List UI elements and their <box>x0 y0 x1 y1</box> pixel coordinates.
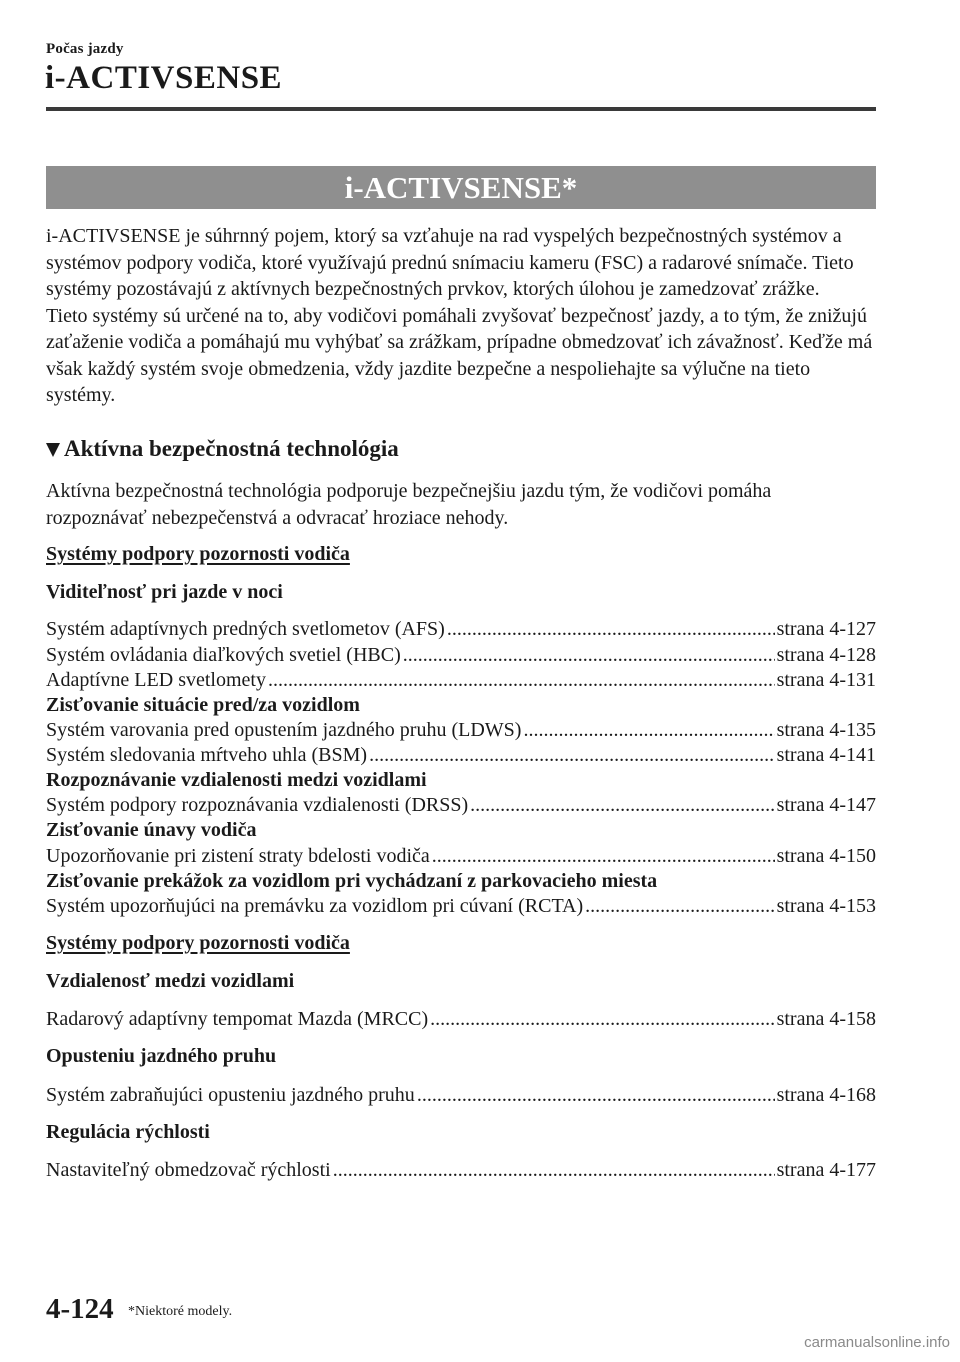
toc-subheading: Zisťovanie prekážok za vozidlom pri vychádzaní z parkovacieho miesta <box>46 870 658 892</box>
toc-entry[interactable] <box>46 616 876 642</box>
toc-entry-page: strana 4-127 <box>776 618 876 640</box>
toc-subheading: Zisťovanie situácie pred/za vozidlom <box>46 694 360 716</box>
toc-entry[interactable] <box>46 717 876 743</box>
page-number: 4-124 <box>46 1293 114 1325</box>
toc-entry-label: Systém zabraňujúci opusteniu jazdného pruhu <box>46 1084 415 1106</box>
toc-entry-label: Systém podpory rozpoznávania vzdialenosti (DRSS) <box>46 794 469 816</box>
toc-leader-dots <box>470 792 774 818</box>
footnote: *Niektoré modely. <box>128 1304 233 1319</box>
toc-entry-label: Radarový adaptívny tempomat Mazda (MRCC) <box>46 1008 429 1030</box>
toc-entry-label: Systém varovania pred opustením jazdného pruhu (LDWS) <box>46 719 522 741</box>
toc-entry-page: strana 4-177 <box>776 1159 876 1181</box>
toc-entry-label: Systém ovládania diaľkových svetiel (HBC) <box>46 644 401 666</box>
toc-group-1-heading: Systémy podpory pozornosti vodiča <box>46 543 350 565</box>
toc-leader-dots <box>447 616 775 642</box>
section-banner: i-ACTIVSENSE* <box>46 166 876 209</box>
toc-entry-page: strana 4-135 <box>776 719 876 741</box>
toc-subheading: Opusteniu jazdného pruhu <box>46 1045 277 1067</box>
toc-leader-dots <box>369 742 775 768</box>
toc-entry[interactable] <box>46 1157 876 1183</box>
toc-leader-dots <box>403 642 775 668</box>
toc-entry-label: Nastaviteľný obmedzovač rýchlosti <box>46 1159 331 1181</box>
toc-entry-label: Upozorňovanie pri zistení straty bdelosti vodiča <box>46 845 430 867</box>
toc-leader-dots <box>432 843 775 869</box>
toc-entry-page: strana 4-158 <box>776 1008 876 1030</box>
watermark: carmanualsonline.info <box>804 1334 950 1351</box>
section-heading-text: Aktívna bezpečnostná technológia <box>64 436 399 461</box>
running-header-title: i-ACTIVSENSE <box>45 60 283 96</box>
toc-leader-dots <box>430 1006 774 1032</box>
toc-leader-dots <box>585 893 774 919</box>
toc-leader-dots <box>417 1082 775 1108</box>
toc-subheading: Zisťovanie únavy vodiča <box>46 819 257 841</box>
toc-entry-page: strana 4-141 <box>776 744 876 766</box>
toc-entry[interactable] <box>46 642 876 668</box>
section-heading <box>46 436 399 462</box>
header-rule <box>46 107 876 111</box>
toc-subheading: Viditeľnosť pri jazde v noci <box>46 581 283 603</box>
triangle-down-icon <box>46 443 60 457</box>
toc-leader-dots <box>268 667 775 693</box>
toc-entry-label: Adaptívne LED svetlomety <box>46 669 266 691</box>
toc-subheading: Rozpoznávanie vzdialenosti medzi vozidlami <box>46 769 427 791</box>
toc-entry[interactable] <box>46 1082 876 1108</box>
toc-subheading: Regulácia rýchlosti <box>46 1121 210 1143</box>
toc-entry-label: Systém adaptívnych predných svetlometov (AFS) <box>46 618 445 640</box>
intro-paragraph-1: i-ACTIVSENSE je súhrnný pojem, ktorý sa vzťahuje na rad vyspelých bezpečnostných systémov a systémov podpory vodiča, ktoré využívajú prednú snímaciu kameru (FSC) a radarové snímače. Tieto systémy pozostávajú z aktívnych bezpečnostných prvkov, ktorých úlohou je zamedzovať zrážke. <box>46 225 854 300</box>
toc-entry-page: strana 4-153 <box>776 895 876 917</box>
toc-entry-page: strana 4-131 <box>776 669 876 691</box>
toc-entry-page: strana 4-147 <box>776 794 876 816</box>
running-header-section: Počas jazdy <box>46 41 124 57</box>
toc-subheading: Vzdialenosť medzi vozidlami <box>46 970 295 992</box>
toc-entry-page: strana 4-168 <box>776 1084 876 1106</box>
intro-text <box>46 223 876 409</box>
toc-entry[interactable] <box>46 792 876 818</box>
intro-paragraph-2: Tieto systémy sú určené na to, aby vodičovi pomáhali zvyšovať bezpečnosť jazdy, a to tým, že znižujú zaťaženie vodiča a pomáhajú mu vyhýbať sa zrážkam, prípadne obmedzovať ich závažnosť. Keďže má však každý systém svoje obmedzenia, vždy jazdite bezpečne a nespoliehajte sa výlučne na tieto systémy. <box>46 304 873 406</box>
toc-entry[interactable] <box>46 843 876 869</box>
toc-entry[interactable] <box>46 667 876 693</box>
toc-entry-label: Systém upozorňujúci na premávku za vozidlom pri cúvaní (RCTA) <box>46 895 584 917</box>
toc-entry[interactable] <box>46 1006 876 1032</box>
toc-entry[interactable] <box>46 893 876 919</box>
toc-entry[interactable] <box>46 742 876 768</box>
toc-entry-page: strana 4-150 <box>776 845 876 867</box>
toc-leader-dots <box>523 717 774 743</box>
toc-entry-page: strana 4-128 <box>776 644 876 666</box>
toc-entry-label: Systém sledovania mŕtveho uhla (BSM) <box>46 744 368 766</box>
toc-group-2-heading: Systémy podpory pozornosti vodiča <box>46 932 350 954</box>
section-description: Aktívna bezpečnostná technológia podporuje bezpečnejšiu jazdu tým, že vodičovi pomáha rozpoznávať nebezpečenstvá a odvracať hroziace nehody. <box>46 480 772 529</box>
toc-leader-dots <box>333 1157 775 1183</box>
